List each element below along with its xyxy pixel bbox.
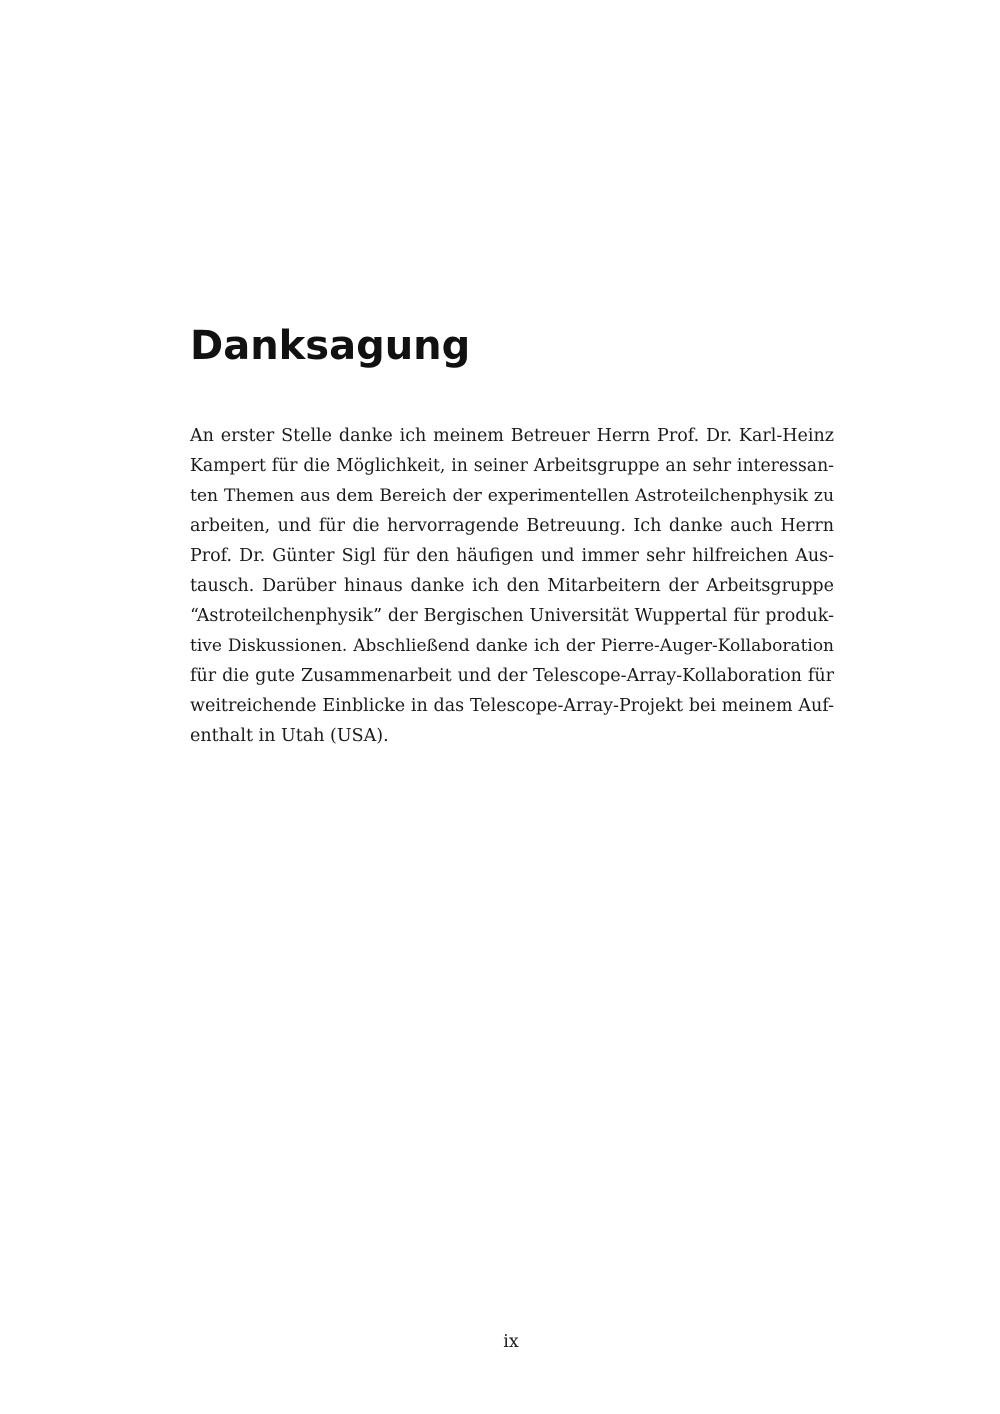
paragraph-line: Kampert für die Möglichkeit, in seiner Arbeitsgruppe an sehr interessan- <box>190 456 834 476</box>
paragraph-line: tive Diskussionen. Abschließend danke ich der Pierre-Auger-Kollaboration <box>190 636 834 656</box>
paragraph-line: ten Themen aus dem Bereich der experimentellen Astroteilchenphysik zu <box>190 486 834 506</box>
paragraph-line: arbeiten, und für die hervorragende Betreuung. Ich danke auch Herrn <box>190 516 834 536</box>
paragraph-line: Prof. Dr. Günter Sigl für den häufigen und immer sehr hilfreichen Aus- <box>190 546 834 566</box>
paragraph-line: enthalt in Utah (USA). <box>190 726 389 746</box>
paragraph-line: An erster Stelle danke ich meinem Betreuer Herrn Prof. Dr. Karl-Heinz <box>190 426 834 446</box>
chapter-title: Danksagung <box>190 323 471 369</box>
paragraph-line: “Astroteilchenphysik” der Bergischen Universität Wuppertal für produk- <box>190 606 834 626</box>
acknowledgements-paragraph <box>190 421 834 751</box>
paragraph-line: für die gute Zusammenarbeit und der Telescope-Array-Kollaboration für <box>190 666 834 686</box>
page-number: ix <box>503 1332 519 1352</box>
paragraph-line: weitreichende Einblicke in das Telescope-Array-Projekt bei meinem Auf- <box>190 696 834 716</box>
paragraph-line: tausch. Darüber hinaus danke ich den Mitarbeitern der Arbeitsgruppe <box>190 576 834 596</box>
